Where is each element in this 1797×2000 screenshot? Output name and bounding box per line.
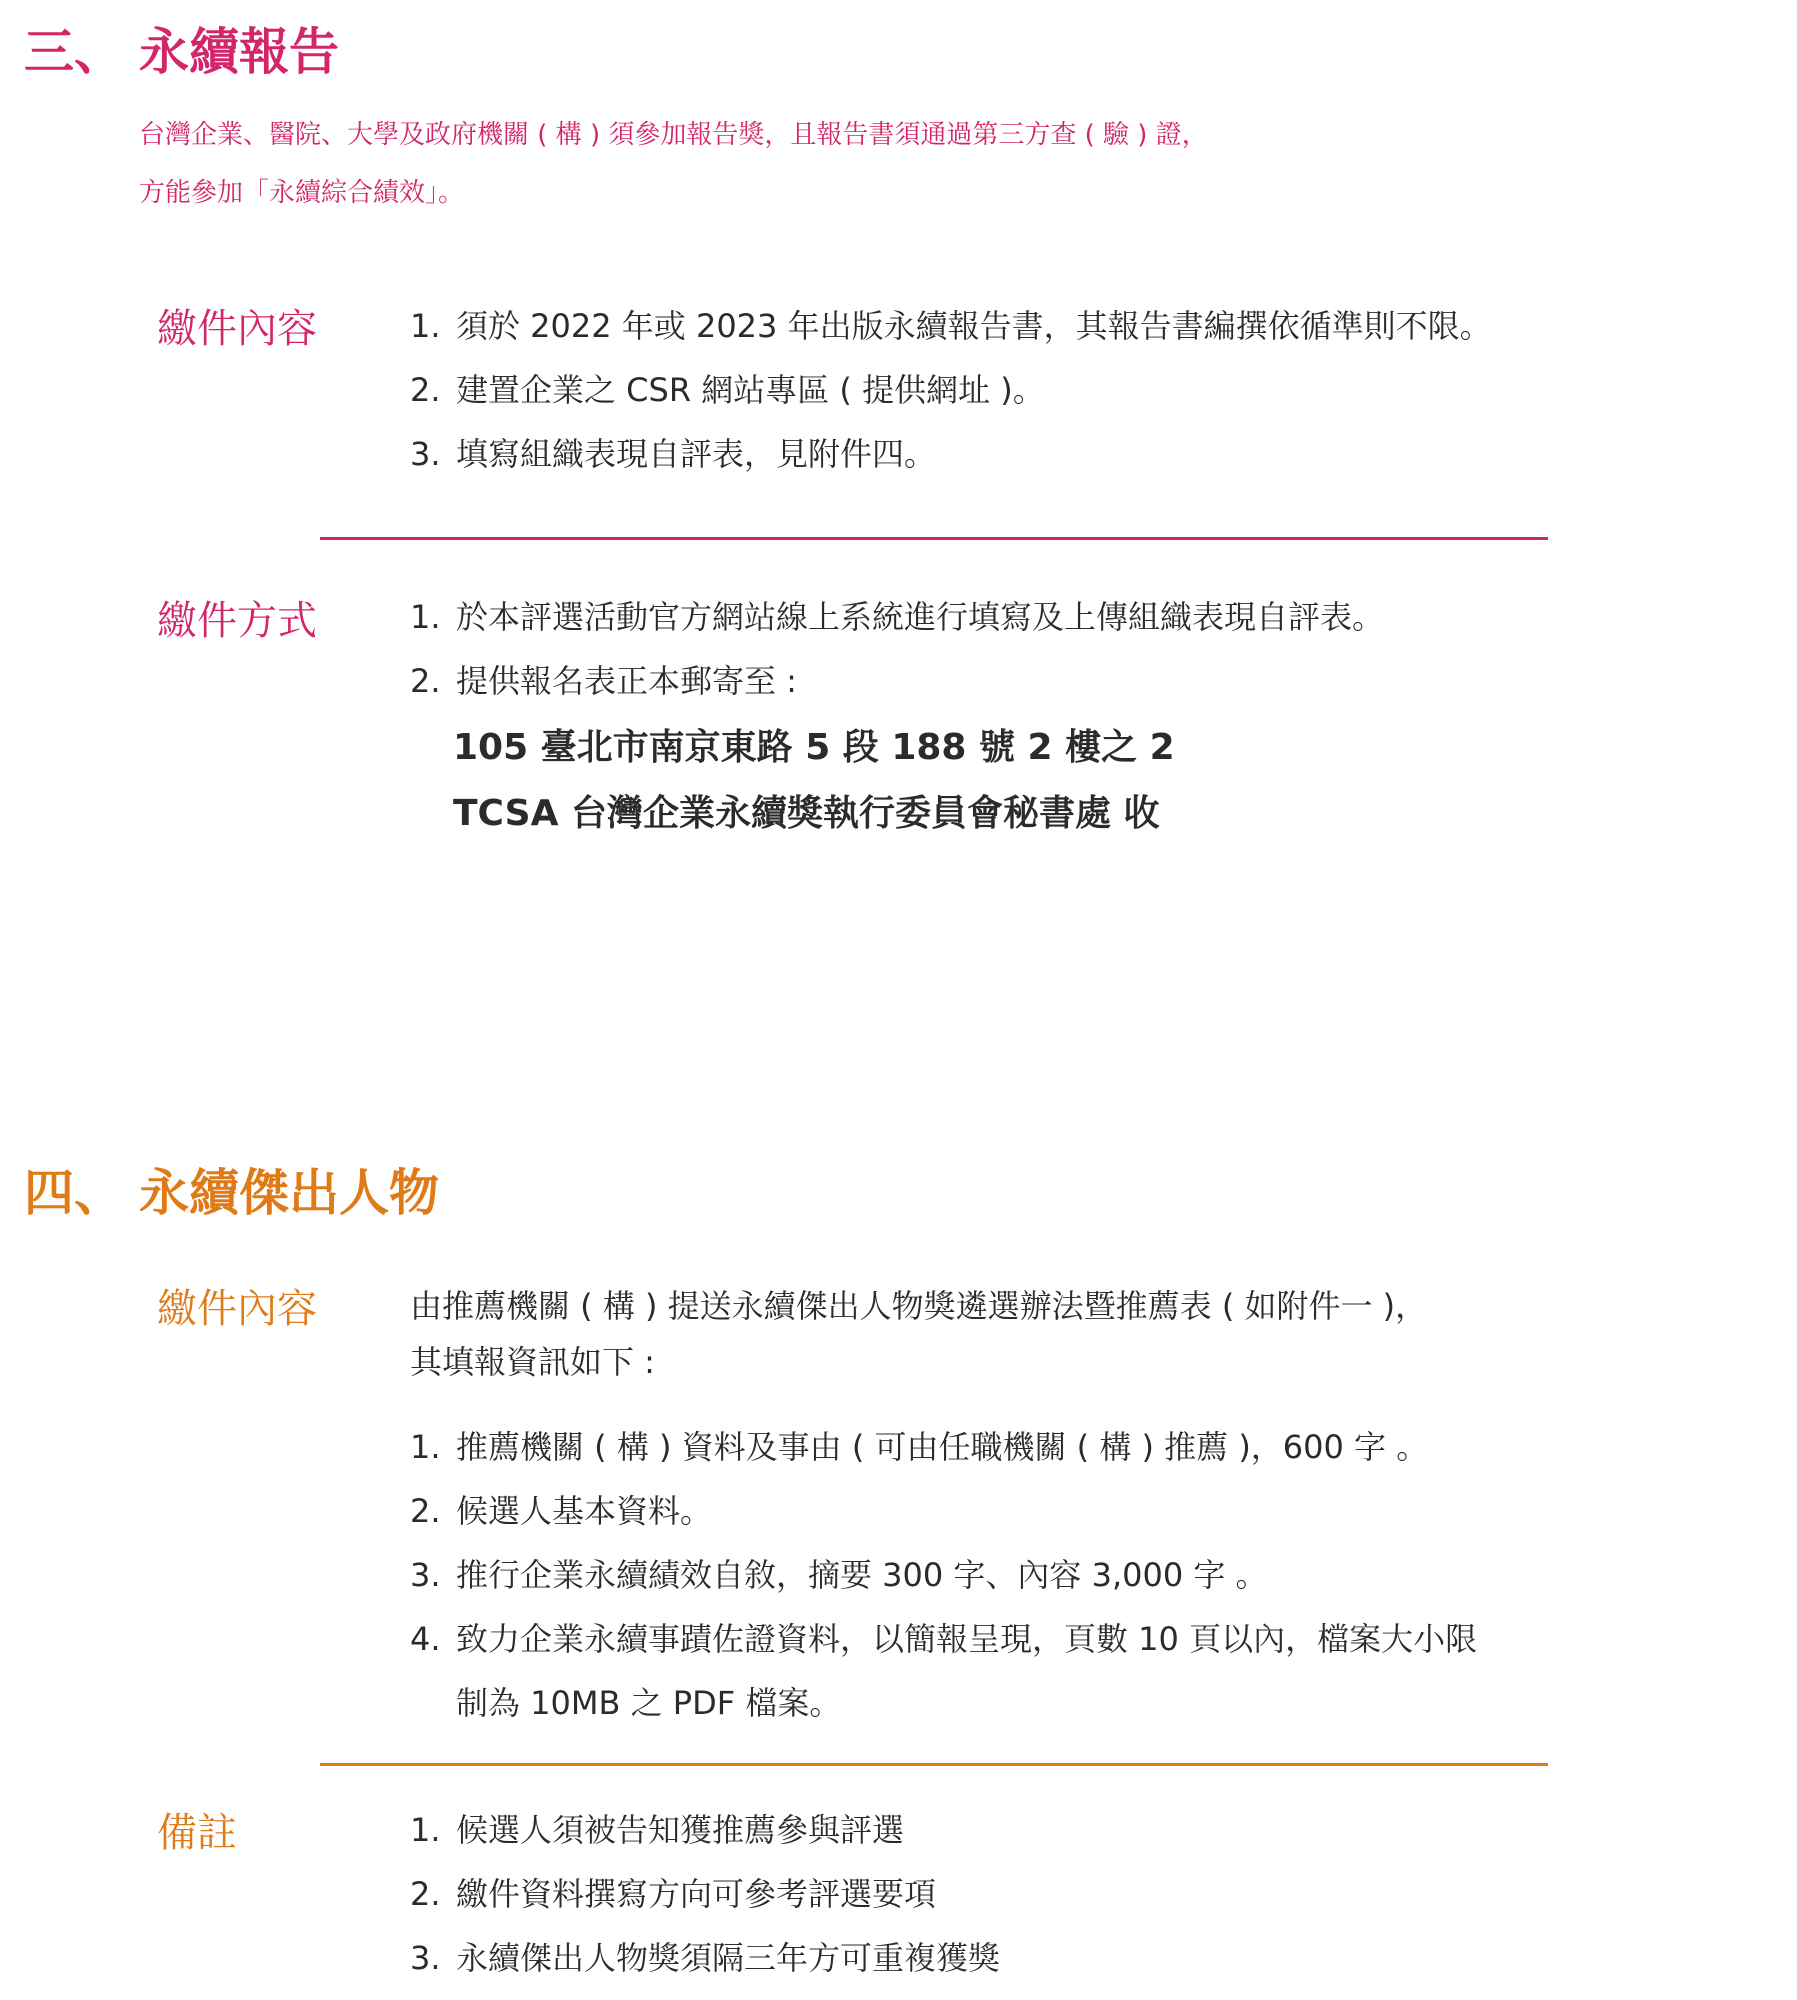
list-item bbox=[410, 649, 1384, 713]
list-item bbox=[410, 1798, 1000, 1862]
address-recipient: TCSA 台灣企業永續獎執行委員會秘書處 收 bbox=[453, 793, 1160, 834]
item-text: 永續傑出人物獎須隔三年方可重複獲獎 bbox=[456, 1939, 1001, 1977]
list-item bbox=[410, 1607, 1477, 1671]
list-item bbox=[410, 585, 1384, 649]
item-number: 4. bbox=[410, 1620, 441, 1658]
intro-line: 由推薦機關 ( 構 ) 提送永續傑出人物獎遴選辦法暨推薦表 ( 如附件一 )， bbox=[410, 1287, 1428, 1325]
section3-intro bbox=[139, 106, 1208, 222]
item-text: 於本評選活動官方網站線上系統進行填寫及上傳組織表現自評表。 bbox=[456, 598, 1385, 636]
item-number: 2. bbox=[410, 662, 441, 700]
intro-line: 其填報資訊如下 : bbox=[410, 1343, 655, 1381]
section4-number: 四、 bbox=[24, 1164, 124, 1222]
section3-content-list bbox=[410, 294, 1492, 486]
item-number: 1. bbox=[410, 598, 441, 636]
list-item bbox=[410, 1543, 1477, 1607]
item-number: 2. bbox=[410, 1875, 441, 1913]
item-text: 提供報名表正本郵寄至 : bbox=[456, 662, 797, 700]
item-text: 須於 2022 年或 2023 年出版永續報告書，其報告書編撰依循準則不限。 bbox=[456, 307, 1492, 345]
item-number: 1. bbox=[410, 307, 441, 345]
item-number: 3. bbox=[410, 435, 441, 473]
section3-title: 永續報告 bbox=[139, 23, 339, 81]
item-text: 推薦機關 ( 構 ) 資料及事由 ( 可由任職機關 ( 構 ) 推薦 )，600 字 。 bbox=[456, 1428, 1429, 1466]
list-item bbox=[410, 1415, 1477, 1479]
section3-number: 三、 bbox=[24, 23, 124, 81]
list-item-continuation bbox=[410, 1671, 1477, 1735]
section3-heading bbox=[24, 22, 339, 82]
item-number: 3. bbox=[410, 1556, 441, 1594]
item-text: 建置企業之 CSR 網站專區 ( 提供網址 )。 bbox=[456, 371, 1045, 409]
section3-intro-line: 方能參加「永續綜合績效」。 bbox=[139, 178, 465, 208]
mailing-address bbox=[453, 715, 1175, 847]
section4-heading bbox=[24, 1163, 439, 1223]
section4-content-list bbox=[410, 1415, 1477, 1735]
item-number: 1. bbox=[410, 1428, 441, 1466]
item-text: 制為 10MB 之 PDF 檔案。 bbox=[456, 1684, 842, 1722]
item-text: 候選人基本資料。 bbox=[456, 1492, 713, 1530]
item-text: 推行企業永續績效自敘，摘要 300 字、內容 3,000 字 。 bbox=[456, 1556, 1268, 1594]
item-text: 候選人須被告知獲推薦參與評選 bbox=[456, 1811, 905, 1849]
list-item bbox=[410, 1479, 1477, 1543]
section3-content-label: 繳件內容 bbox=[157, 306, 317, 352]
item-number: 1. bbox=[410, 1811, 441, 1849]
section4-divider bbox=[320, 1763, 1548, 1766]
item-number: 2. bbox=[410, 371, 441, 409]
section3-divider bbox=[320, 537, 1548, 540]
address-line: 105 臺北市南京東路 5 段 188 號 2 樓之 2 bbox=[453, 727, 1175, 768]
section3-method-label: 繳件方式 bbox=[157, 598, 317, 644]
list-item bbox=[410, 358, 1492, 422]
section3-method-list bbox=[410, 585, 1384, 713]
section4-title: 永續傑出人物 bbox=[139, 1164, 439, 1222]
item-text: 繳件資料撰寫方向可參考評選要項 bbox=[456, 1875, 937, 1913]
item-text: 致力企業永續事蹟佐證資料，以簡報呈現，頁數 10 頁以內，檔案大小限 bbox=[456, 1620, 1478, 1658]
section4-notes-label: 備註 bbox=[157, 1810, 237, 1856]
list-item bbox=[410, 422, 1492, 486]
item-number: 3. bbox=[410, 1939, 441, 1977]
list-item bbox=[410, 294, 1492, 358]
section4-content-intro bbox=[410, 1278, 1427, 1390]
item-text: 填寫組織表現自評表，見附件四。 bbox=[456, 435, 937, 473]
item-number: 2. bbox=[410, 1492, 441, 1530]
list-item bbox=[410, 1926, 1000, 1990]
list-item bbox=[410, 1862, 1000, 1926]
section4-content-label: 繳件內容 bbox=[157, 1286, 317, 1332]
section4-notes-list bbox=[410, 1798, 1000, 1990]
section3-intro-line: 台灣企業、醫院、大學及政府機關 ( 構 ) 須參加報告獎，且報告書須通過第三方查 ( 驗 ) 證， bbox=[139, 120, 1208, 150]
